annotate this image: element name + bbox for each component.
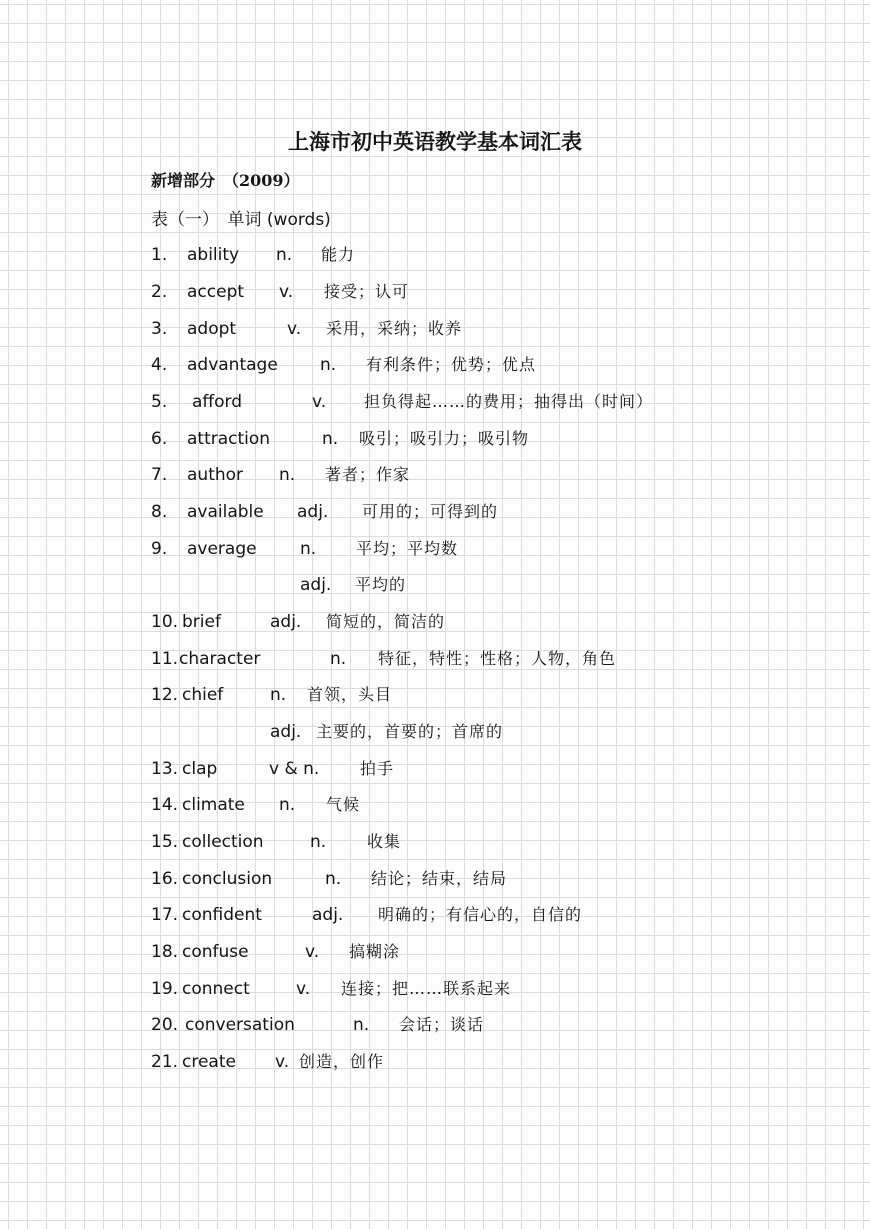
entry-word: clap xyxy=(182,759,218,779)
entry-number: 1. xyxy=(151,245,168,265)
list-item xyxy=(151,792,360,818)
entry-word: advantage xyxy=(187,355,278,375)
entry-meaning: 明确的；有信心的，自信的 xyxy=(378,905,583,924)
entry-word: confident xyxy=(182,905,262,925)
entry-number: 18. xyxy=(151,942,179,962)
entry-meaning: 搞糊涂 xyxy=(349,942,401,961)
entry-meaning: 平均的 xyxy=(355,575,407,594)
entry-number: 7. xyxy=(151,465,168,485)
entry-meaning: 会话；谈话 xyxy=(399,1015,485,1034)
entry-pos: n. xyxy=(320,355,337,375)
entry-number: 14. xyxy=(151,795,179,815)
list-item xyxy=(151,316,462,342)
entry-number: 13. xyxy=(151,759,179,779)
entry-pos: n. xyxy=(279,465,296,485)
list-item xyxy=(151,426,529,452)
entry-pos: adj. xyxy=(270,612,302,632)
entry-pos: adj. xyxy=(270,722,302,742)
entry-meaning: 吸引；吸引力；吸引物 xyxy=(359,429,530,448)
list-item xyxy=(151,902,582,928)
list-item xyxy=(151,609,445,635)
entry-pos: n. xyxy=(322,429,339,449)
list-item xyxy=(151,646,616,672)
entry-word: adopt xyxy=(187,319,237,339)
list-item xyxy=(151,866,507,892)
entry-word: brief xyxy=(182,612,221,632)
list-item xyxy=(151,499,498,525)
list-item xyxy=(151,976,511,1002)
entry-word: collection xyxy=(182,832,264,852)
entry-meaning: 平均；平均数 xyxy=(356,539,459,558)
entry-pos: v. xyxy=(287,319,302,339)
entry-number: 4. xyxy=(151,355,168,375)
table-heading xyxy=(151,205,331,230)
entry-pos: v. xyxy=(275,1052,290,1072)
list-item xyxy=(151,242,355,268)
entry-number: 11. xyxy=(151,649,179,669)
entry-pos: n. xyxy=(279,795,296,815)
entry-word: connect xyxy=(182,979,250,999)
entry-number: 9. xyxy=(151,539,168,559)
entry-word: conversation xyxy=(185,1015,295,1035)
list-item xyxy=(151,536,458,562)
entry-number: 17. xyxy=(151,905,179,925)
entry-pos: n. xyxy=(353,1015,370,1035)
entry-word: create xyxy=(182,1052,236,1072)
list-item xyxy=(151,279,409,305)
entry-meaning: 有利条件；优势；优点 xyxy=(366,355,537,374)
entry-word: accept xyxy=(187,282,245,302)
entry-pos: n. xyxy=(270,685,287,705)
entry-meaning: 拍手 xyxy=(360,759,395,778)
entry-meaning: 气候 xyxy=(326,795,361,814)
entry-number: 16. xyxy=(151,869,179,889)
entry-word: author xyxy=(187,465,244,485)
entry-pos: adj. xyxy=(312,905,344,925)
list-item xyxy=(151,682,392,708)
list-item xyxy=(151,939,400,965)
entry-pos: v & n. xyxy=(269,759,320,779)
entry-number: 21. xyxy=(151,1052,179,1072)
entry-meaning: 简短的，简洁的 xyxy=(326,612,446,631)
entry-word: climate xyxy=(182,795,245,815)
entry-word: chief xyxy=(182,685,224,705)
entry-meaning: 著者；作家 xyxy=(325,465,411,484)
entry-number: 5. xyxy=(151,392,168,412)
entry-meaning: 担负得起……的费用；抽得出（时间） xyxy=(364,392,654,411)
entry-word: attraction xyxy=(187,429,271,449)
entry-meaning: 结论；结束，结局 xyxy=(371,869,508,888)
entry-meaning: 接受；认可 xyxy=(324,282,410,301)
entry-number: 19. xyxy=(151,979,179,999)
entry-word: available xyxy=(187,502,264,522)
entry-meaning: 连接；把……联系起来 xyxy=(341,979,512,998)
section-subtitle: 新增部分 （2009） xyxy=(151,171,300,190)
entry-pos: v. xyxy=(312,392,327,412)
entry-pos: n. xyxy=(330,649,347,669)
list-item xyxy=(151,719,503,745)
entry-meaning: 特征，特性；性格；人物，角色 xyxy=(378,649,617,668)
entry-number: 15. xyxy=(151,832,179,852)
entry-meaning: 采用，采纳；收养 xyxy=(326,319,463,338)
list-item xyxy=(151,756,394,782)
entry-number: 3. xyxy=(151,319,168,339)
entry-word: confuse xyxy=(182,942,249,962)
list-item xyxy=(151,1049,384,1075)
list-item xyxy=(151,1012,484,1038)
entry-word: conclusion xyxy=(182,869,273,889)
entry-meaning: 收集 xyxy=(367,832,402,851)
entry-number: 12. xyxy=(151,685,179,705)
list-item xyxy=(151,462,410,488)
list-item xyxy=(151,352,536,378)
list-item xyxy=(151,389,653,415)
entry-pos: n. xyxy=(300,539,317,559)
entry-meaning: 可用的；可得到的 xyxy=(362,502,499,521)
table-heading-english: (words) xyxy=(266,210,331,230)
entry-meaning: 能力 xyxy=(321,245,356,264)
entry-word: ability xyxy=(187,245,240,265)
entry-word: average xyxy=(187,539,257,559)
entry-number: 2. xyxy=(151,282,168,302)
entry-number: 10. xyxy=(151,612,179,632)
entry-word: character xyxy=(179,649,261,669)
entry-meaning: 创造，创作 xyxy=(299,1052,385,1071)
entry-pos: n. xyxy=(325,869,342,889)
entry-number: 6. xyxy=(151,429,168,449)
entry-pos: n. xyxy=(276,245,293,265)
entry-pos: adj. xyxy=(300,575,332,595)
entry-pos: n. xyxy=(310,832,327,852)
entry-word: afford xyxy=(192,392,243,412)
page-title: 上海市初中英语教学基本词汇表 xyxy=(288,129,582,154)
entry-pos: v. xyxy=(305,942,320,962)
entry-number: 8. xyxy=(151,502,168,522)
list-item xyxy=(151,829,401,855)
entry-number: 20. xyxy=(151,1015,179,1035)
entry-meaning: 首领，头目 xyxy=(307,685,393,704)
list-item xyxy=(151,572,406,598)
entry-meaning: 主要的，首要的；首席的 xyxy=(316,722,504,741)
table-heading-chinese: 表（一） 单词 xyxy=(151,210,262,230)
entry-pos: v. xyxy=(279,282,294,302)
entry-pos: adj. xyxy=(297,502,329,522)
entry-pos: v. xyxy=(296,979,311,999)
